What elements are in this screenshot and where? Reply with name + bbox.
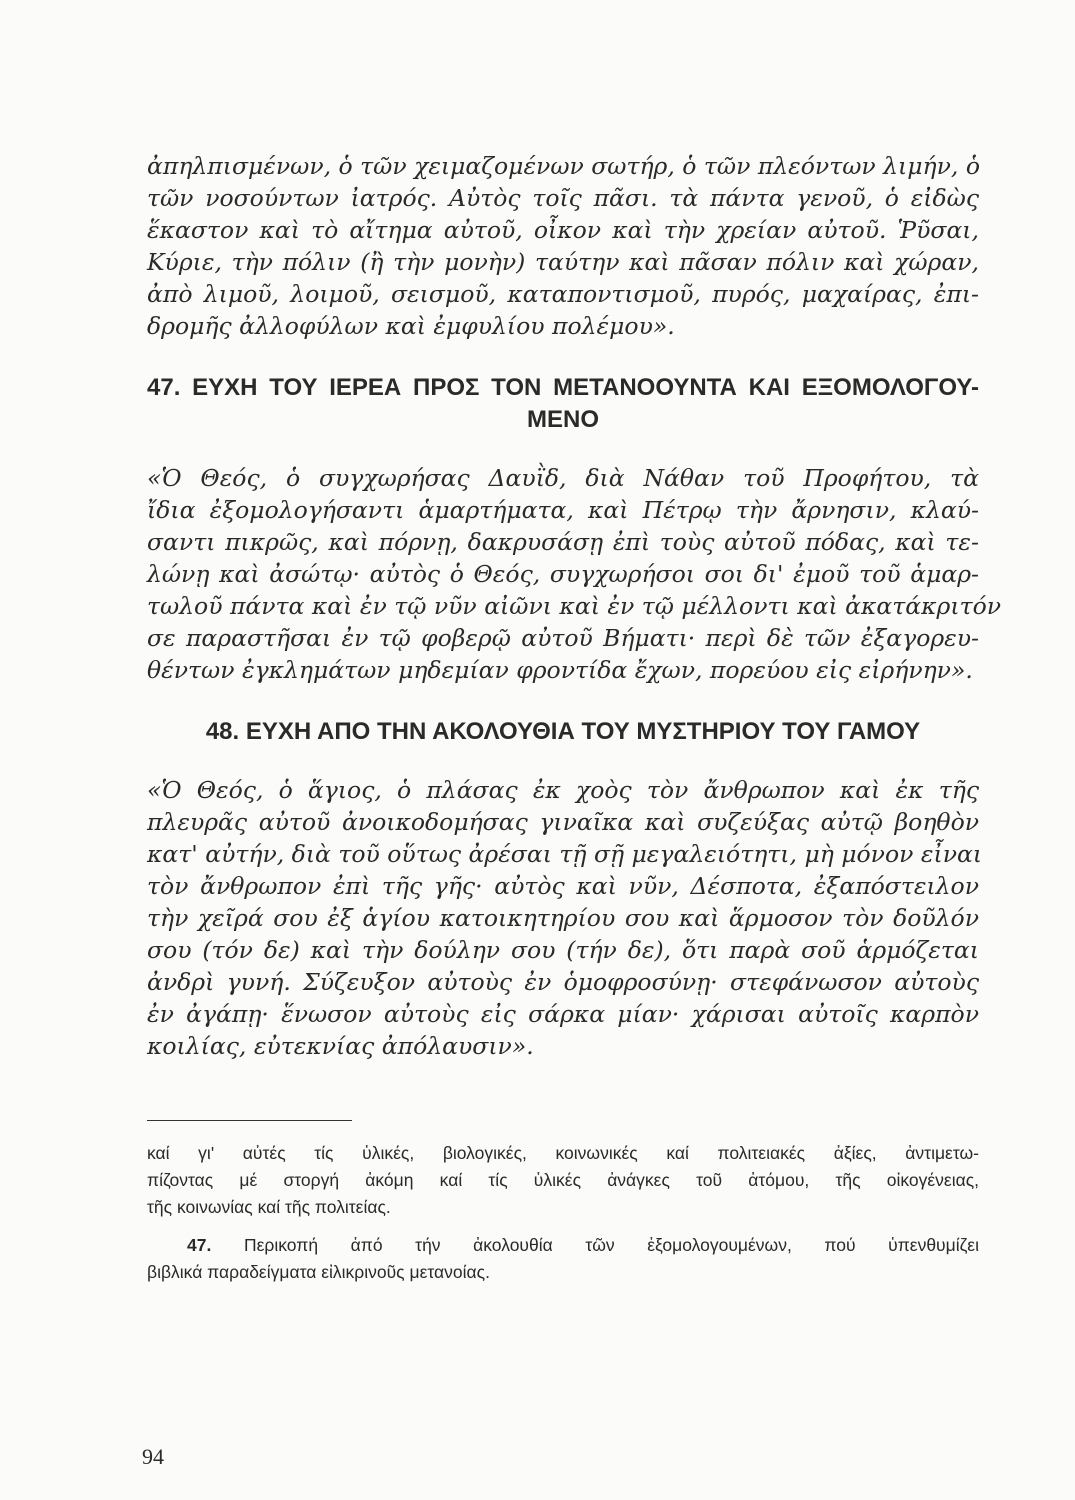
heading-line: 47. ΕΥΧΗ ΤΟΥ ΙΕΡΕΑ ΠΡΟΣ ΤΟΝ ΜΕΤΑΝΟΟΥΝΤΑ ΚΑΙ ΕΞΟΜΟΛΟΓΟΥ- bbox=[147, 374, 979, 401]
text-line: τωλοῦ πάντα καὶ ἐν τῷ νῦν αἰῶνι καὶ ἐν τῷ μέλλοντι καὶ ἀκατάκριτόν bbox=[147, 592, 1002, 620]
text-line: τὸν ἄνθρωπον ἐπὶ τῆς γῆς· αὐτὸς καὶ νῦν, Δέσποτα, ἐξαπόστειλον bbox=[147, 872, 979, 900]
text-line: ἕκαστον καὶ τὸ αἴτημα αὐτοῦ, οἶκον καὶ τὴν χρείαν αὐτοῦ. Ῥῦσαι, bbox=[147, 216, 979, 244]
footnote-separator bbox=[147, 1120, 352, 1121]
text-line: ἀπὸ λιμοῦ, λοιμοῦ, σεισμοῦ, καταποντισμοῦ, πυρός, μαχαίρας, ἐπι- bbox=[147, 280, 979, 308]
continuation-paragraph bbox=[147, 150, 979, 342]
footnote-line: τῆς κοινωνίας καί τῆς πολιτείας. bbox=[147, 1197, 391, 1217]
footnote-text: Περικοπή ἀπό τήν ἀκολουθία τῶν ἐξομολογουμένων, πού ὑπενθυμίζει bbox=[243, 1235, 980, 1255]
footnote-line: πίζοντας μέ στοργή ἀκόμη καί τίς ὑλικές ἀνάγκες τοῦ ἀτόμου, τῆς οἰκογένειας, bbox=[147, 1170, 979, 1190]
text-line: τῶν νοσούντων ἰατρός. Αὐτὸς τοῖς πᾶσι. τὰ πάντα γενοῦ, ὁ εἰδὼς bbox=[147, 184, 979, 212]
footnote-line bbox=[147, 1232, 979, 1259]
text-line: σαντι πικρῶς, καὶ πόρνῃ, δακρυσάσῃ ἐπὶ τοὺς αὐτοῦ πόδας, καὶ τε- bbox=[147, 528, 979, 556]
footnote-line: βιβλικά παραδείγματα εἰλικρινοῦς μετανοίας. bbox=[147, 1262, 490, 1282]
section-47-prayer bbox=[147, 462, 1002, 686]
text-line: Κύριε, τὴν πόλιν (ἢ τὴν μονὴν) ταύτην καὶ πᾶσαν πόλιν καὶ χώραν, bbox=[147, 248, 979, 276]
text-line: ἐν ἀγάπῃ· ἕνωσον αὐτοὺς εἰς σάρκα μίαν· χάρισαι αὐτοῖς καρπὸν bbox=[147, 1000, 979, 1028]
text-line: κατ' αὐτήν, διὰ τοῦ οὕτως ἀρέσαι τῇ σῇ μεγαλειότητι, μὴ μόνον εἶναι bbox=[147, 840, 983, 868]
text-line: λώνῃ καὶ ἀσώτῳ· αὐτὸς ὁ Θεός, συγχωρήσοι σοι δι' ἐμοῦ τοῦ ἁμαρ- bbox=[147, 560, 979, 588]
page-body bbox=[147, 150, 1002, 1286]
text-line: ἀνδρὶ γυνή. Σύζευξον αὐτοὺς ἐν ὁμοφροσύνῃ· στεφάνωσον αὐτοὺς bbox=[147, 968, 979, 996]
text-line: «Ὁ Θεός, ὁ συγχωρήσας Δαυῒδ, διὰ Νάθαν τοῦ Προφήτου, τὰ bbox=[147, 464, 979, 492]
heading-line: 48. ΕΥΧΗ ΑΠΟ ΤΗΝ ΑΚΟΛΟΥΘΙΑ ΤΟΥ ΜΥΣΤΗΡΙΟΥ ΤΟΥ ΓΑΜΟΥ bbox=[205, 718, 921, 745]
text-line: «Ὁ Θεός, ὁ ἅγιος, ὁ πλάσας ἐκ χοὸς τὸν ἄνθρωπον καὶ ἐκ τῆς bbox=[147, 776, 979, 804]
section-48-heading bbox=[147, 716, 979, 748]
section-48-prayer bbox=[147, 774, 983, 1062]
section-47-heading bbox=[147, 372, 979, 436]
heading-line: ΜΕΝΟ bbox=[527, 406, 599, 433]
text-line: σε παραστῆσαι ἐν τῷ φοβερῷ αὐτοῦ Βήματι· περὶ δὲ τῶν ἐξαγορευ- bbox=[147, 624, 979, 652]
footnote-number: 47. bbox=[187, 1235, 212, 1255]
text-line: σου (τόν δε) καὶ τὴν δούλην σου (τήν δε), ὅτι παρὰ σοῦ ἁρμόζεται bbox=[147, 936, 979, 964]
text-line: κοιλίας, εὐτεκνίας ἀπόλαυσιν». bbox=[147, 1032, 534, 1060]
text-line: δρομῆς ἀλλοφύλων καὶ ἐμφυλίου πολέμου». bbox=[147, 312, 675, 340]
footnote-line: καί γι' αὐτές τίς ὑλικές, βιολογικές, κοινωνικές καί πολιτειακές ἀξίες, ἀντιμετω- bbox=[147, 1143, 979, 1163]
text-line: ἀπηλπισμένων, ὁ τῶν χειμαζομένων σωτήρ, ὁ τῶν πλεόντων λιμήν, ὁ bbox=[147, 152, 980, 180]
text-line: τὴν χεῖρά σου ἐξ ἁγίου κατοικητηρίου σου καὶ ἅρμοσον τὸν δοῦλόν bbox=[147, 904, 979, 932]
footnote-continuation bbox=[147, 1140, 979, 1221]
footnote-47 bbox=[147, 1232, 979, 1286]
text-line: θέντων ἐγκλημάτων μηδεμίαν φροντίδα ἔχων, πορεύου εἰς εἰρήνην». bbox=[147, 656, 973, 684]
text-line: ἴδια ἐξομολογήσαντι ἁμαρτήματα, καὶ Πέτρῳ τὴν ἄρνησιν, κλαύ- bbox=[147, 496, 979, 524]
page-number: 94 bbox=[142, 1444, 164, 1469]
text-line: πλευρᾶς αὐτοῦ ἀνοικοδομήσας γιναῖκα καὶ συζεύξας αὐτῷ βοηθὸν bbox=[147, 808, 979, 836]
